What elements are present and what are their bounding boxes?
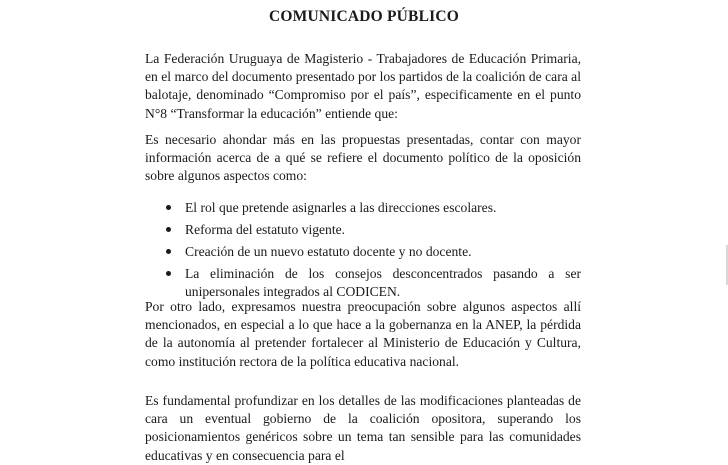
list-item-text: La eliminación de los consejos desconcentrados pasando a ser unipersonales integrados al CODICEN. — [185, 265, 581, 299]
document-title: COMUNICADO PÚBLICO — [268, 8, 460, 25]
paragraph-concern: Por otro lado, expresamos nuestra preocupación sobre algunos aspectos allí mencionados, en especial a lo que hace a la gobernanza en la ANEP, la pérdida de la autonomía al pretender fortalecer al Ministerio de Educación y Cultura, como institución rectora de la política educativa nacional. — [145, 299, 581, 369]
list-item-text: Reforma del estatuto vigente. — [185, 221, 346, 237]
list-item-text: Creación de un nuevo estatuto docente y no docente. — [185, 243, 472, 259]
bullet-icon — [166, 249, 171, 254]
list-item-text: El rol que pretende asignarles a las direcciones escolares. — [185, 200, 497, 215]
aspects-list — [166, 199, 581, 305]
list-item — [166, 199, 581, 217]
paragraph-necessity: Es necesario ahondar más en las propuestas presentadas, contar con mayor información acerca de a qué se refiere el documento político de la oposición sobre algunos aspectos como: — [145, 132, 581, 184]
list-item — [166, 221, 581, 239]
paragraph-fundamental: Es fundamental profundizar en los detalles de las modificaciones planteadas de cara un eventual gobierno de la coalición opositora, superando los posicionamientos genéricos sobre un tema tan sensible para las comunidades educativas y en consecuencia para el — [145, 393, 581, 463]
list-item — [166, 243, 581, 261]
bullet-icon — [166, 227, 171, 232]
list-item — [166, 265, 581, 301]
bullet-icon — [166, 271, 171, 276]
paragraph-intro: La Federación Uruguaya de Magisterio - Trabajadores de Educación Primaria, en el marco del documento presentado por los partidos de la coalición de cara al balotaje, denominado “Compromiso por el país”, especificamente en el punto N°8 “Transformar la educación” entiende que: — [145, 51, 581, 121]
bullet-icon — [166, 205, 171, 210]
